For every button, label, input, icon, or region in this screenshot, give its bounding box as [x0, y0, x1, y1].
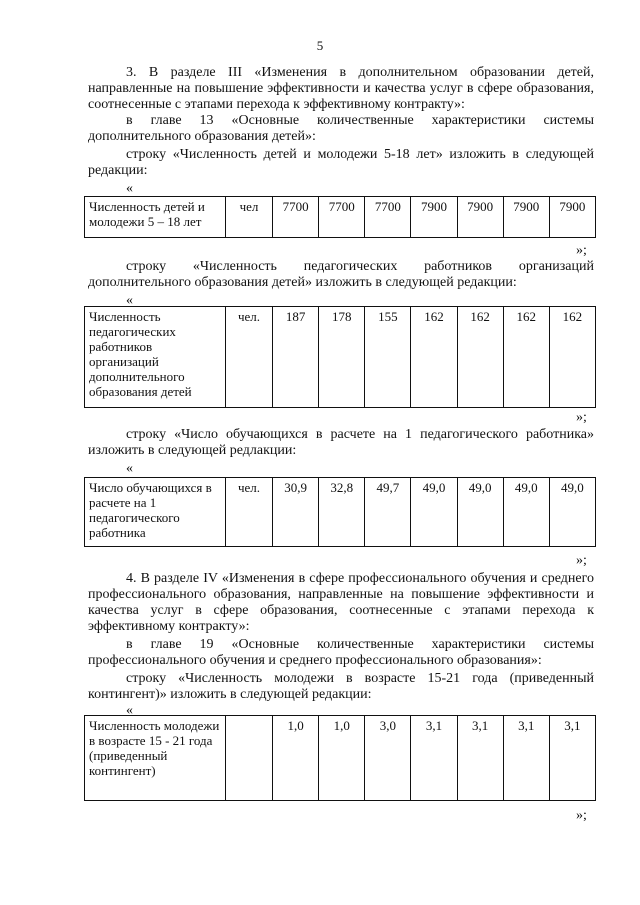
open-quote: « — [126, 293, 133, 308]
table-1-label: Численность детей и молодежи 5 – 18 лет — [85, 197, 226, 238]
table-1-value-5: 7900 — [457, 197, 503, 238]
close-quote: »; — [576, 808, 587, 823]
section3-line-2: направленные на повышение эффективности и качества услуг в сфере образования, — [88, 81, 594, 96]
table-1-value-7: 7900 — [549, 197, 595, 238]
table-4-value-4: 3,1 — [411, 716, 457, 801]
section3-line-1: 3. В разделе III «Изменения в дополнительном образовании детей, — [126, 65, 594, 80]
table-2-value-6: 162 — [503, 307, 549, 408]
section4-line-1: 4. В разделе IV «Изменения в сфере профессионального обучения и среднего — [126, 571, 594, 586]
table-1-value-6: 7900 — [503, 197, 549, 238]
table-4-value-6: 3,1 — [503, 716, 549, 801]
table-2-value-2: 178 — [319, 307, 365, 408]
table-1-value-1: 7700 — [273, 197, 319, 238]
row3-intro-line-1: строку «Число обучающихся в расчете на 1 педагогического работника» — [126, 427, 594, 442]
table-row — [85, 197, 596, 238]
table-3-value-7: 49,0 — [549, 478, 595, 547]
table-4-value-5: 3,1 — [457, 716, 503, 801]
table-4 — [84, 715, 596, 801]
section3-chapter-line-2: дополнительного образования детей»: — [88, 129, 316, 144]
row1-intro-line-1: строку «Численность детей и молодежи 5-18 лет» изложить в следующей — [126, 147, 594, 162]
table-1-value-4: 7900 — [411, 197, 457, 238]
open-quote: « — [126, 181, 133, 196]
table-3-unit: чел. — [226, 478, 273, 547]
open-quote: « — [126, 461, 133, 476]
table-2-value-5: 162 — [457, 307, 503, 408]
table-row — [85, 716, 596, 801]
row2-intro-line-2: дополнительного образования детей» изложить в следующей редакции: — [88, 275, 517, 290]
table-4-value-7: 3,1 — [549, 716, 595, 801]
section4-chapter-line-2: профессионального обучения и среднего профессионального образования»: — [88, 653, 542, 668]
table-4-value-3: 3,0 — [365, 716, 411, 801]
row4-intro-line-2: контингент)» изложить в следующей редакции: — [88, 687, 372, 702]
page-number: 5 — [316, 38, 324, 53]
table-3-value-1: 30,9 — [273, 478, 319, 547]
table-2-value-3: 155 — [365, 307, 411, 408]
table-3-value-6: 49,0 — [503, 478, 549, 547]
table-2-value-7: 162 — [549, 307, 595, 408]
table-4-value-1: 1,0 — [273, 716, 319, 801]
table-1-unit: чел — [226, 197, 273, 238]
section4-line-3: качества услуг в сфере образования, соотнесенные с этапами перехода к — [88, 603, 594, 618]
section3-chapter-line-1: в главе 13 «Основные количественные характеристики системы — [126, 113, 594, 128]
table-2-label: Численность педагогических работников организаций дополнительного образования детей — [85, 307, 226, 408]
table-3-value-5: 49,0 — [457, 478, 503, 547]
table-2-value-4: 162 — [411, 307, 457, 408]
table-row — [85, 307, 596, 408]
table-4-value-2: 1,0 — [319, 716, 365, 801]
section3-line-3: соотнесенные с этапами перехода к эффективному контракту»: — [88, 97, 465, 112]
close-quote: »; — [576, 553, 587, 568]
table-3-value-2: 32,8 — [319, 478, 365, 547]
table-3-label: Число обучающихся в расчете на 1 педагогического работника — [85, 478, 226, 547]
section4-chapter-line-1: в главе 19 «Основные количественные характеристики системы — [126, 637, 594, 652]
table-1 — [84, 196, 596, 238]
table-1-value-2: 7700 — [319, 197, 365, 238]
close-quote: »; — [576, 243, 587, 258]
table-4-unit — [226, 716, 273, 801]
table-2-value-1: 187 — [273, 307, 319, 408]
table-4-label: Численность молодежи в возрасте 15 - 21 года (приведенный контингент) — [85, 716, 226, 801]
table-3-value-4: 49,0 — [411, 478, 457, 547]
table-3 — [84, 477, 596, 547]
section4-line-4: эффективному контракту»: — [88, 619, 250, 634]
table-row — [85, 478, 596, 547]
row4-intro-line-1: строку «Численность молодежи в возрасте 15-21 года (приведенный — [126, 671, 594, 686]
table-2 — [84, 306, 596, 408]
row1-intro-line-2: редакции: — [88, 163, 148, 178]
close-quote: »; — [576, 410, 587, 425]
table-2-unit: чел. — [226, 307, 273, 408]
section4-line-2: профессионального образования, направленные на повышение эффективности и — [88, 587, 594, 602]
table-3-value-3: 49,7 — [365, 478, 411, 547]
open-quote: « — [126, 703, 133, 718]
table-1-value-3: 7700 — [365, 197, 411, 238]
row3-intro-line-2: изложить в следующей редлакции: — [88, 443, 297, 458]
row2-intro-line-1: строку «Численность педагогических работников организаций — [126, 259, 594, 274]
